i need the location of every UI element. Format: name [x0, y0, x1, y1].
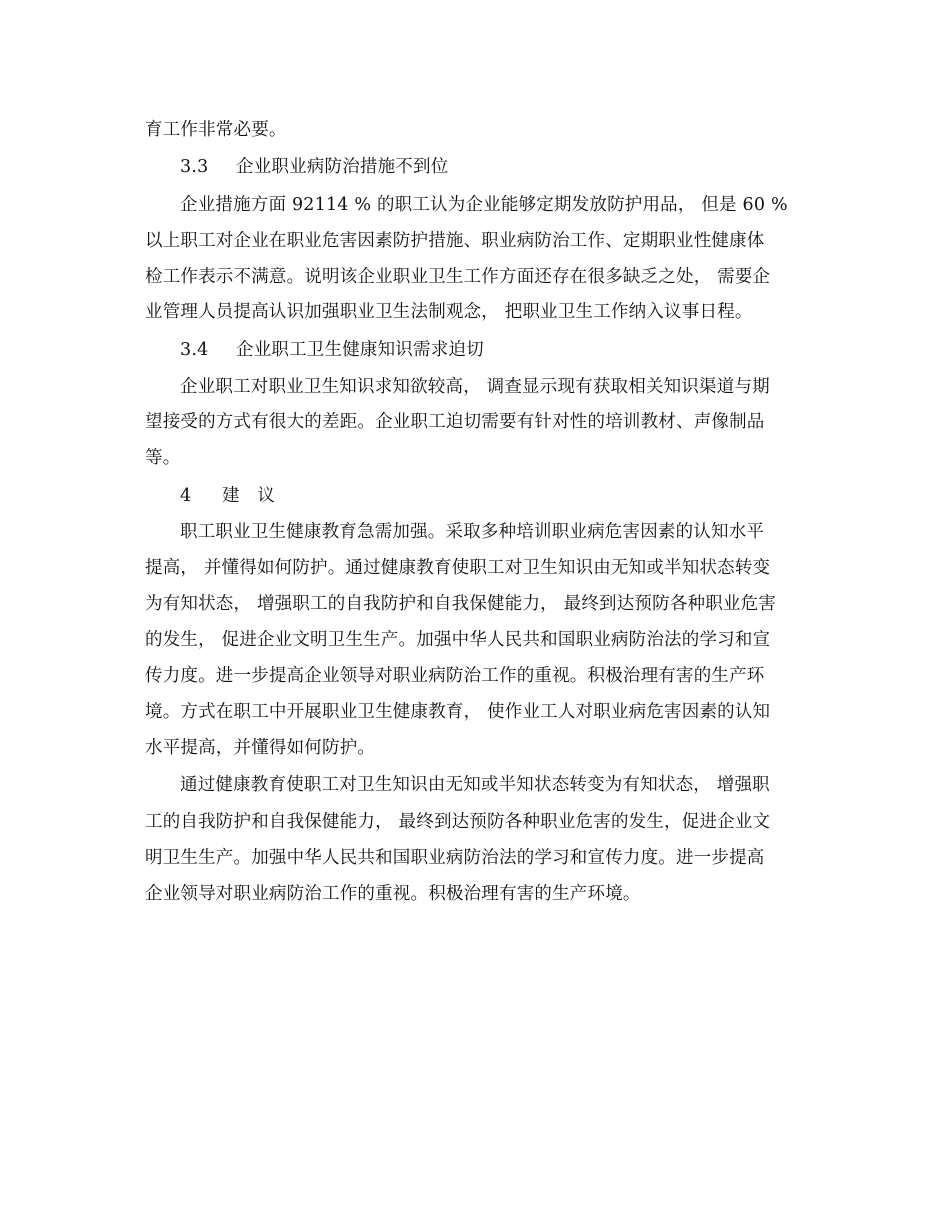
section-number: 3.4: [180, 340, 209, 360]
paragraph-line: 企业职工对职业卫生知识求知欲较高， 调查显示现有获取相关知识渠道与期: [180, 377, 770, 397]
paragraph-line: 以上职工对企业在职业危害因素防护措施、职业病防治工作、定期职业性健康体: [145, 231, 765, 251]
paragraph-line: 等。: [145, 448, 181, 468]
paragraph-line: 业管理人员提高认识加强职业卫生法制观念， 把职业卫生工作纳入议事日程。: [145, 302, 753, 322]
paragraph-line: 职工职业卫生健康教育急需加强。采取多种培训职业病危害因素的认知水平: [180, 522, 765, 542]
paragraph-line: 企业措施方面 92114 % 的职工认为企业能够定期发放防护用品， 但是 60 %: [180, 195, 788, 215]
section-title: 企业职工卫生健康知识需求迫切: [236, 340, 484, 360]
paragraph-line: 通过健康教育使职工对卫生知识由无知或半知状态转变为有知状态， 增强职: [180, 775, 770, 795]
paragraph-line: 的发生， 促进企业文明卫生生产。加强中华人民共和国职业病防治法的学习和宣: [145, 630, 771, 650]
paragraph-line: 提高， 并懂得如何防护。通过健康教育使职工对卫生知识由无知或半知状态转变: [145, 558, 771, 578]
paragraph-line: 为有知状态， 增强职工的自我防护和自我保健能力， 最终到达预防各种职业危害: [145, 594, 777, 614]
paragraph-line: 明卫生生产。加强中华人民共和国职业病防治法的学习和宣传力度。进一步提高: [145, 848, 765, 868]
paragraph-line: 水平提高，并懂得如何防护。: [145, 738, 376, 758]
section-number: 4: [180, 486, 192, 506]
paragraph-line: 检工作表示不满意。说明该企业职业卫生工作方面还存在很多缺乏之处， 需要企: [145, 267, 771, 287]
paragraph-line: 企业领导对职业病防治工作的重视。积极治理有害的生产环境。: [145, 884, 641, 904]
section-heading-3-3: [180, 155, 448, 179]
paragraph-line: 境。方式在职工中开展职业卫生健康教育， 使作业工人对职业病危害因素的认知: [145, 702, 771, 722]
paragraph-line: 育工作非常必要。: [145, 120, 287, 140]
section-title: 企业职业病防治措施不到位: [236, 157, 449, 177]
paragraph-line: 望接受的方式有很大的差距。企业职工迫切需要有针对性的培训教材、声像制品: [145, 412, 765, 432]
section-number: 3.3: [180, 157, 209, 177]
section-heading-4: [180, 484, 275, 508]
paragraph-line: 工的自我防护和自我保健能力， 最终到达预防各种职业危害的发生，促进企业文: [145, 812, 771, 832]
section-heading-3-4: [180, 338, 484, 362]
section-title: 建 议: [222, 486, 276, 506]
paragraph-line: 传力度。进一步提高企业领导对职业病防治工作的重视。积极治理有害的生产环: [145, 666, 765, 686]
